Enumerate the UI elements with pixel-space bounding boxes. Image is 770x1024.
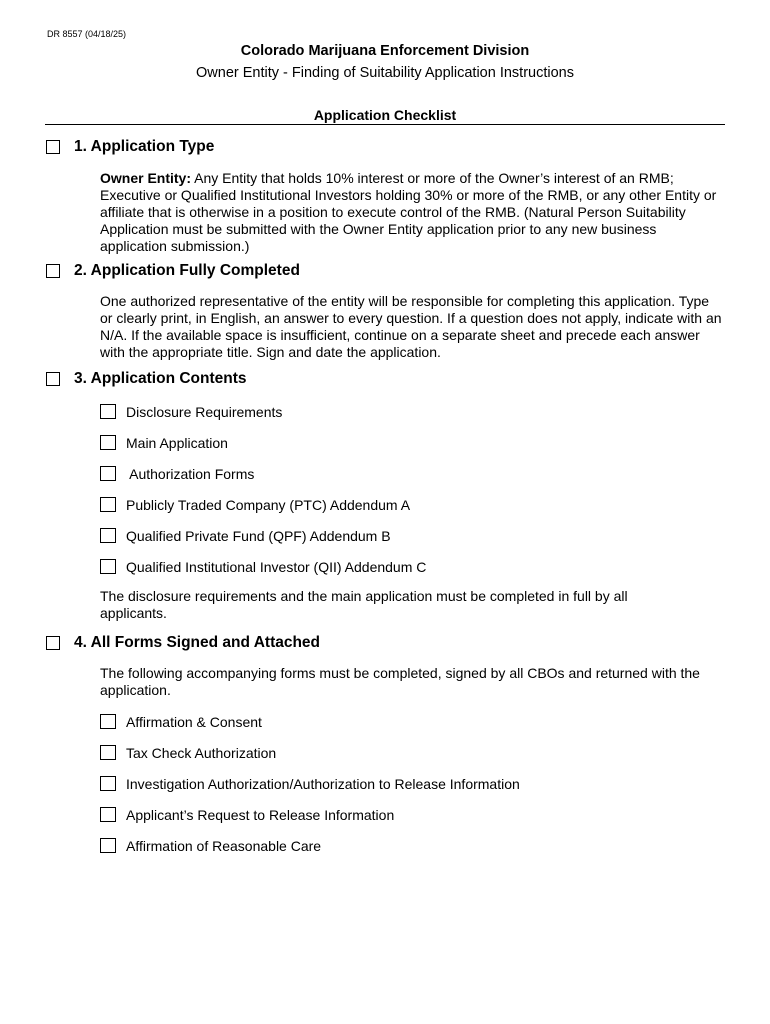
- item-label: Applicant’s Request to Release Information: [126, 807, 395, 823]
- item-checkbox[interactable]: [100, 497, 116, 512]
- section-1-text: [100, 170, 725, 255]
- section-2-title: 2. Application Fully Completed: [74, 262, 300, 279]
- item-checkbox[interactable]: [100, 404, 116, 419]
- section-1-title: 1. Application Type: [74, 138, 215, 155]
- section-2-text: One authorized representative of the entity will be responsible for completing this application. Type or clearly print, in English, an answer to every question. If a question does not apply, indicate with an N/A. If the available space is insufficient, continue on a separate sheet and precede each answer with the appropriate title. Sign and date the application.: [100, 293, 722, 360]
- organization-title: Colorado Marijuana Enforcement Division: [240, 43, 530, 59]
- item-label: Disclosure Requirements: [126, 404, 283, 420]
- section-4-text: The following accompanying forms must be completed, signed by all CBOs and returned with the application.: [100, 665, 700, 698]
- heading-divider: [45, 124, 725, 125]
- item-checkbox[interactable]: [100, 466, 116, 481]
- item-checkbox[interactable]: [100, 714, 116, 729]
- item-checkbox[interactable]: [100, 528, 116, 543]
- item-checkbox[interactable]: [100, 559, 116, 574]
- item-checkbox[interactable]: [100, 435, 116, 450]
- item-label: Qualified Private Fund (QPF) Addendum B: [126, 528, 391, 544]
- form-id: DR 8557 (04/18/25): [47, 29, 127, 39]
- item-label: Qualified Institutional Investor (QII) Addendum C: [126, 559, 427, 575]
- item-checkbox[interactable]: [100, 807, 116, 822]
- item-label: Publicly Traded Company (PTC) Addendum A: [126, 497, 411, 513]
- section-1-checkbox[interactable]: [46, 140, 60, 154]
- item-label: Affirmation & Consent: [126, 714, 262, 730]
- item-label: Authorization Forms: [126, 466, 255, 482]
- item-checkbox[interactable]: [100, 776, 116, 791]
- item-label: Affirmation of Reasonable Care: [126, 838, 322, 854]
- section-4-title: 4. All Forms Signed and Attached: [74, 634, 321, 651]
- owner-entity-definition: Any Entity that holds 10% interest or more of the Owner’s interest of an RMB; Executive or Qualified Institutional Investors holding 30% or more of the RMB, or any other Entity or affiliate that is otherwise in a position to execute control of the RMB. (Natural Person Suitability Application must be submitted with the Owner Entity application prior to any new business application submission.): [100, 170, 717, 254]
- section-3-title: 3. Application Contents: [74, 370, 247, 387]
- section-4-checkbox[interactable]: [46, 636, 60, 650]
- owner-entity-term: Owner Entity:: [100, 170, 192, 186]
- section-3-note: The disclosure requirements and the main application must be completed in full by all applicants.: [100, 588, 628, 621]
- section-3-checkbox[interactable]: [46, 372, 60, 386]
- item-label: Investigation Authorization/Authorization to Release Information: [126, 776, 520, 792]
- item-checkbox[interactable]: [100, 745, 116, 760]
- item-label: Main Application: [126, 435, 228, 451]
- document-subtitle: Owner Entity - Finding of Suitability Application Instructions: [196, 65, 574, 81]
- item-label: Tax Check Authorization: [126, 745, 277, 761]
- checklist-heading: Application Checklist: [313, 107, 457, 123]
- item-checkbox[interactable]: [100, 838, 116, 853]
- section-2-checkbox[interactable]: [46, 264, 60, 278]
